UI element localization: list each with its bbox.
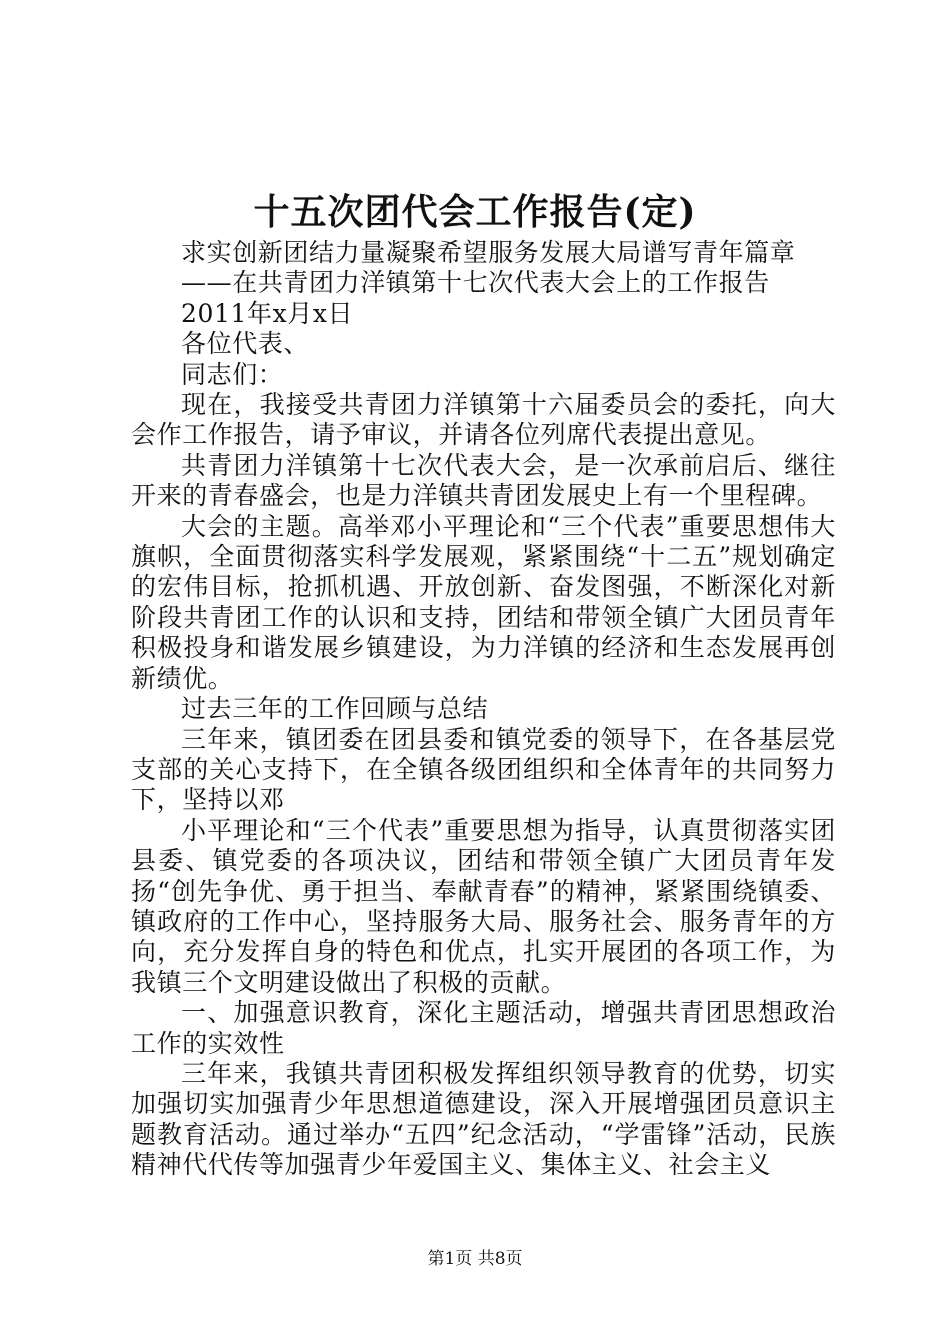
body-paragraph: 现在，我接受共青团力洋镇第十六届委员会的委托，向大会作工作报告，请予审议，并请各位列席代表提出意见。 (131, 390, 836, 450)
page-footer: 第1页 共8页 (427, 1249, 523, 1269)
document-body (131, 238, 836, 1181)
body-paragraph: 小平理论和“三个代表”重要思想为指导，认真贯彻落实团县委、镇党委的各项决议，团结和带领全镇广大团员青年发扬“创先争优、勇于担当、奉献青春”的精神，紧紧围绕镇委、镇政府的工作中心，坚持服务大局、服务社会、服务青年的方向，充分发挥自身的特色和优点，扎实开展团的各项工作，为我镇三个文明建设做出了积极的贡献。 (131, 815, 836, 997)
body-paragraph: 三年来，我镇共青团积极发挥组织领导教育的优势，切实加强切实加强青少年思想道德建设，深入开展增强团员意识主题教育活动。通过举办“五四”纪念活动，“学雷锋”活动，民族精神代代传等加强青少年爱国主义、集体主义、社会主义 (131, 1058, 836, 1180)
date-line: 2011年x月x日 (181, 298, 354, 328)
section-heading: 一、加强意识教育，深化主题活动，增强共青团思想政治工作的实效性 (131, 998, 836, 1058)
body-paragraph: 三年来，镇团委在团县委和镇党委的领导下，在各基层党支部的关心支持下，在全镇各级团组织和全体青年的共同努力下，坚持以邓 (131, 724, 836, 815)
body-paragraph: 共青团力洋镇第十七次代表大会，是一次承前启后、继往开来的青春盛会，也是力洋镇共青团发展史上有一个里程碑。 (131, 450, 836, 511)
section-heading: 过去三年的工作回顾与总结 (181, 694, 489, 724)
document-title: 十五次团代会工作报告(定) (253, 191, 697, 233)
subtitle-line: 求实创新团结力量凝聚希望服务发展大局谱写青年篇章 (181, 238, 796, 267)
body-paragraph: 大会的主题。高举邓小平理论和“三个代表”重要思想伟大旗帜，全面贯彻落实科学发展观，紧紧围绕“十二五”规划确定的宏伟目标，抢抓机遇、开放创新、奋发图强，不断深化对新阶段共青团工作的认识和支持，团结和带领全镇广大团员青年积极投身和谐发展乡镇建设，为力洋镇的经济和生态发展再创新绩优。 (131, 511, 836, 693)
subtitle-line: ——在共青团力洋镇第十七次代表大会上的工作报告 (181, 268, 770, 298)
salutation-line: 同志们： (181, 359, 284, 389)
salutation-line: 各位代表、 (181, 329, 310, 359)
